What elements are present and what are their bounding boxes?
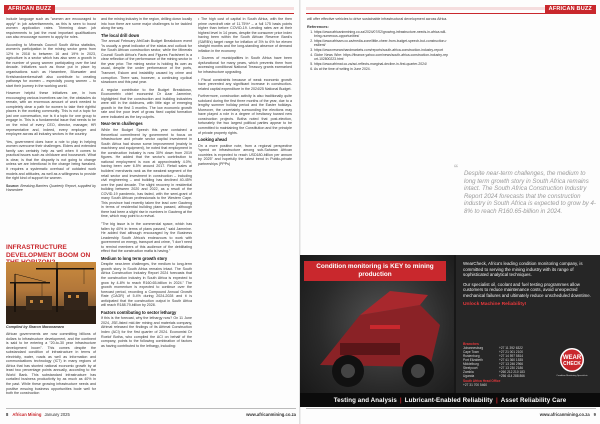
section-tag: AFRICAN BUZZ xyxy=(4,5,55,13)
reference-item[interactable]: 1. https://www.africaninmining.co.za/2024/07/02/growing-infrastructure-needs-in-africa-will-bring-numerous-opportunities/ xyxy=(314,30,448,39)
branch-row: Cape Town +27 21 001 2100 xyxy=(463,350,524,355)
paragraph: A regular contributor to the Budget Breakdown, Econometrix chief economist Dr Azar Jammine, highlighted that the construction and building industries were still in the doldrums, with little sign of emerging growth in the first 3 months. The low economic growth rate and the poor level of gross fixed capital formation were indicated as the key culprits. xyxy=(101,87,192,119)
construction-photo xyxy=(6,262,96,324)
branch-row: Port Elizabeth +27 41 360 1535 xyxy=(463,358,524,363)
logo-tagline: Condition Monitoring Specialists xyxy=(556,375,588,377)
mining-truck-image xyxy=(300,255,454,393)
paragraph: If this is the forecast, why the lethargy now? On 11 June 2024, JSE-listed mid-tier mining and materials company, Afrimat released the findings of its Afrimat Construction Index (ACI) for the first quarter of 2024. Economist Dr Roelof Botha, who compiled the ACI on behalf of the company, points to the following combination of factors as having contributed to the lethargy, including: xyxy=(101,316,192,348)
logo-text-bottom: CHECK xyxy=(563,361,581,367)
paragraph: The annual February AfriGain Budget Breakdown event "is usually a great indicator of the status and outlook for the South African construction sector, while the Minerals Council South Africa's Facts and Figures Factsheet is a clear reflection of the performance of the mining sector in the year prior. The mining sector is holding its own as usual, despite the under performance of the ports, Transnet, Eskom and instability caused by crime and corruption. There was, however, a continuing cyclical slowdown and this past year. xyxy=(101,39,192,85)
paragraph: Furthermore, construction activity is also traditionally quite subdued during the first three months of the year, due to a lengthy summer holiday period and the Easter holidays. Moreover, the uncertainty surrounding the elections may have played a role in a degree of hesitancy toward new construction projects. Botha noted that post-election, fortunately the two largest political parties appear to be committed to maintaining the Constitution and the principle of private property rights. xyxy=(198,94,292,135)
website-link[interactable]: www.africanmining.co.za xyxy=(539,412,590,417)
advert-paragraph: WearCheck, Africa's leading condition monitoring company, is committed to serving the mining industry with its range of sophisticated analytical techniques. xyxy=(463,261,583,277)
paragraph: However helpful these initiatives are, in how encouraging various incentives can be, the obstacles do remain, with an enormous amount of work needed to completely clear a path for women to take their rightful places in the working community. This is not a topic for just one conversation, nor is it a topic for one group to engage in. This is a fundamental issue that needs to be on the mind of every CEO, director, manager, HR representative and, indeed, every employer and employee across all industry sectors in the country. xyxy=(6,91,96,137)
crane-silhouette-image xyxy=(6,262,96,324)
subheading: Factors contributing to sector lethargy xyxy=(101,309,177,315)
column-left-1 xyxy=(6,17,96,241)
paragraph: According to Minerals Council South Africa statistics, women's participation in the mining sector grew from 12% in 2018 to between 16 and 19% in 2023, agriculture is a sector which has also seen a growth in the number of young women participating over the last decade. Initiatives such as those put in place by organisations such as Harambee, Bluewater and Kreishandwerkerschaft also contribute to creating pathways for women – especially young women – to start their journey in the working world. xyxy=(6,42,96,88)
paragraph: On a more positive note, from a regional perspective "spend on infrastructure among sub-Saharan African countries is expected to reach USD180-billion per annum by 2025" and hopefully the latest trend in Public-private partnerships (PPPs) xyxy=(198,143,292,166)
paragraph: Despite near-term challenges, the medium to long-term growth story in South Africa remains intact. The South Africa Construction Industry Report 2024 forecasts that the construction industry in South Africa is expected to grow by 4-8% to reach R160.65-billion in 2024." The growth momentum is expected to continue over the forecast period, recording a Compound Annual Growth Rate (CAGR) of 5.4% during 2024-2028 and it is anticipated that the construction output in South Africa will reach R188.79-billion by 2028. xyxy=(101,262,192,308)
pull-quote-text: Despite near-term challenges, the medium to long term growth story in South Africa remains intact. The South Africa Construction Industry Report 2024 forecasts that the construction industry in South Africa is expected to grow by 4-8% to reach R160.65-billion in 2024. xyxy=(464,170,596,215)
source-line: Source: Breaking Barriers Quarterly Report, supplied by Harambee xyxy=(6,183,96,193)
branch-row: Zambia +260 212 210 183 xyxy=(463,369,525,374)
section-tag: AFRICAN BUZZ xyxy=(545,5,596,13)
reference-item[interactable]: 3. https://www.researchandmarkets.com/reports/south-africa-construction-industry-report xyxy=(314,48,448,52)
wearcheck-advert[interactable] xyxy=(300,255,600,407)
column-right-1 xyxy=(307,17,448,253)
paragraph: Yes, government does have a role to play in helping women overcome their challenges. Elders and extended family can certainly help as well when it comes to practical issues such as childcare and housework. What is clear, is that the disparity is not going to change unless we are intentional in the change being tweaked. It requires a systematic overhaul of outdated work models and attitudes, as well as a willingness to provide the right kind of support for women. xyxy=(6,139,96,181)
column-left-3 xyxy=(198,17,292,397)
advert-call-to-action[interactable]: Unlock Machine Reliability! xyxy=(463,302,527,307)
branch-row: Johannesburg +27 11 392 6322 xyxy=(463,346,523,351)
branch-row: Steelpoort +27 13 230 2186 xyxy=(463,365,524,370)
photo-credit: Compiled by Sharon Maconamara xyxy=(6,325,64,329)
left-page-footer xyxy=(6,408,296,420)
head-office-phone[interactable]: +27 31 700 5460 xyxy=(463,383,488,388)
reference-item[interactable]: 4. Globe News Wire: https://finance.yahoo.com/news/south-africa-construction-industry-report-102800223.html xyxy=(314,53,448,62)
column-left-2 xyxy=(101,17,192,397)
right-page-footer xyxy=(306,408,596,420)
bullet-item: • Dozens of municipalities in South Africa have been dysfunctional for many years, which prevents them from accessing conditional National Treasury grants earmarked for infrastructure upgrading. xyxy=(198,56,292,75)
website-link[interactable]: www.africanmining.co.za xyxy=(246,412,296,417)
magazine-name: African Mining xyxy=(12,412,42,417)
references-title: References: xyxy=(307,24,329,29)
subheading: Medium to long term growth story xyxy=(101,255,168,261)
advert-image-panel xyxy=(300,255,454,407)
advert-paragraph: Our specialist oil, coolant and fuel testing programmes allow customers to reduce maintenance costs, avoid unexpected mechanical failures and ultimately reduce unscheduled downtime. xyxy=(463,281,591,298)
paragraph: African governments are now committing billions of dollars to infrastructure development, and the continent is said to be entering a "20-to-30 year infrastructure development boom". This comes despite the substandard condition of infrastructure in terms of electricity, water, roads as well as information and communications technology (ICT) in many regions of Africa that has stunted national economic growth by at least two percentage points annually, according to the World Bank. This substandard infrastructure has curtailed business productivity by as much as 40% in the past. While these growing infrastructure needs and positive ensuing business opportunities bode well for both the construction xyxy=(6,332,96,396)
branches-title: Branches xyxy=(463,342,479,346)
pull-quote xyxy=(454,162,596,216)
paragraph: include language such as "women are encouraged to apply" in job advertisements, as this is seen to boost women application rates. Trimming down job requirements to just the most important qualifications can also encourage women to apply for roles. xyxy=(6,17,96,40)
left-page-header xyxy=(4,4,294,14)
reference-item: 6. As at the time of writing in June 2024. xyxy=(314,67,448,71)
quote-mark-icon: “ xyxy=(454,162,458,176)
branch-row: Uganda +256 414 288 866 xyxy=(463,373,525,378)
advert-banner: Condition monitoring is KEY to mining production xyxy=(304,261,446,281)
paragraph: and the mining industry in the region, drilling down locally into how there are some major challenges to be tackled along the way. xyxy=(101,17,192,31)
advert-text-panel xyxy=(456,255,600,407)
head-office-title: South Africa Head Office xyxy=(463,379,501,384)
wearcheck-logo xyxy=(552,347,592,377)
paragraph: While the Budget Speech this year contained a theoretical commitment by government to focus on infrastructure and private sector capital investment in South Africa had shown some improvement (mainly in machinery and equipment), he noted that employment in the construction industry is now 30% down from 2019 figures. He added that the sector's contribution to national employment is now at approximately 4.0%, having been over 6.5% around 2017. Retail sales at builders' merchants rank as the weakest segment of the retail sector and investment in construction – including civil engineering – and building has declined 40-45% over the past decade. The slight recovery in residential building between 2020 and 2022, as a result of the COVID-19 pandemic, has faded, with the semi-grant of many South African professionals to the Western Cape. This province had recently taken the lead over Gauteng in terms of residential building plans passed, although there had been a slight rise in numbers in Gauteng at the time, which may point to a revival. xyxy=(101,128,192,219)
branch-list xyxy=(463,343,545,388)
subheading: Looking ahead xyxy=(198,137,227,143)
subheading: The local drill down xyxy=(101,32,140,38)
branch-row: Rustenburg +27 14 597 5814 xyxy=(463,354,524,359)
subheading: Near-term challenges xyxy=(101,121,143,127)
right-page-header xyxy=(306,4,596,14)
advert-service-strip: Testing and Analysis | Lubricant-Enabled Reliability | Asset Reliability Care xyxy=(300,393,600,407)
column-left-1-lower xyxy=(6,332,96,402)
page-number: 9 xyxy=(593,412,596,417)
paragraph: "The big issue is in the commercial space, which has fallen by 40% in terms of plans passed," said Jammine. He added that although encouraged by the Business Leadership South Africa's endeavours to work with government on energy, transport and crime, "I don't need to remind members of this audience of the debilitating effect that the construction mafia is having." xyxy=(101,221,192,254)
references-list xyxy=(307,30,448,72)
references xyxy=(307,25,448,72)
bullet-item: • Fiscal constraints because of weak economic growth have prevented any significant increase in construction-related capital expenditure in the 2024/25 National Budget. xyxy=(198,77,292,91)
issue-date: January 2025 xyxy=(44,412,70,417)
logo-text-top: WEAR xyxy=(562,355,582,361)
reference-item[interactable]: 2. https://www.afrisam.co.za/media-zone/little-cheer-from-budget-speech-but-construction-resilient/ xyxy=(314,39,448,48)
paragraph: will offer effective vehicles to drive sustainable infrastructural development across Africa. xyxy=(307,17,448,21)
reference-item[interactable]: 5. https://www.afrimat.co.za/aci-reflects-marginal-decline-in-first-quarter-2024/ xyxy=(314,62,448,66)
article-headline: INFRASTRUCTURE DEVELOPMENT BOOM ON xyxy=(6,244,91,259)
page-number: 8 xyxy=(6,412,9,417)
bullet-item: • The high cost of capital in South Africa, with the then prime overdraft rate of 11.75%* – a full 175 basis points higher than before COVID-19. Lending rates are at their highest level in 14 years, despite the consumer price index having been within the South African Reserve Bank's (SARB's) target range for inflation of 3% to 6% for eleven straight months and the long-standing absence of demand inflation in the economy xyxy=(198,17,292,53)
branch-row: Middelburg +27 13 246 2966 xyxy=(463,362,524,367)
